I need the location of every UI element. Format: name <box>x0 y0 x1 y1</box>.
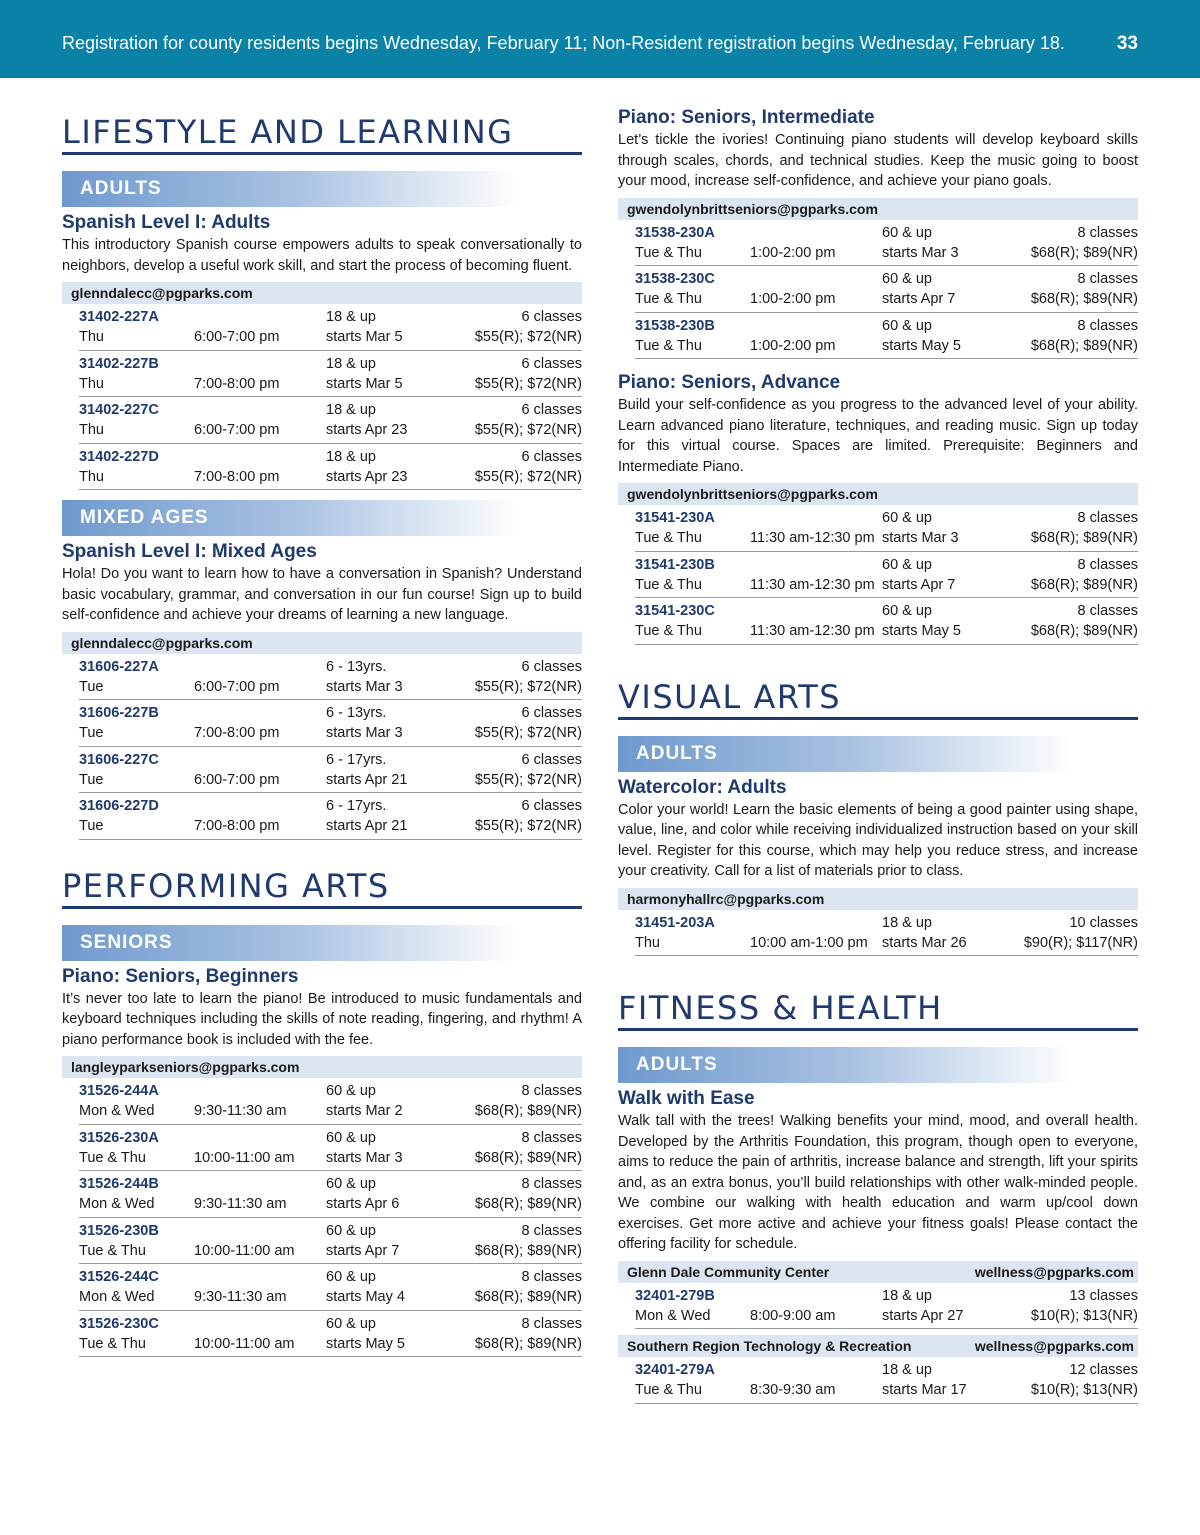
course-code[interactable]: 32401-279B <box>635 1287 715 1304</box>
meeting-days: Mon & Wed <box>79 1289 155 1305</box>
age-range: 60 & up <box>882 510 932 526</box>
meeting-days: Tue & Thu <box>635 1382 702 1398</box>
start-date: starts Mar 5 <box>326 329 403 345</box>
age-range: 60 & up <box>326 1222 376 1239</box>
start-date: starts May 5 <box>882 623 961 639</box>
meeting-days: Thu <box>79 375 104 392</box>
course-description: Let’s tickle the ivories! Continuing piano students will develop keyboard skills through scales, chords, and technical studies. Keep the music going to boost your mood, increase self-confidence, and achieve your piano goals. <box>618 132 1138 189</box>
meeting-days: Tue <box>79 771 104 788</box>
start-date: starts Mar 5 <box>326 375 403 392</box>
offering-row <box>79 1218 582 1265</box>
course-code[interactable]: 31526-244A <box>79 1083 159 1099</box>
class-count: 6 classes <box>521 658 582 675</box>
offering-row <box>635 313 1138 360</box>
start-date: starts Mar 3 <box>326 1149 403 1166</box>
age-range: 60 & up <box>882 224 932 241</box>
course-code[interactable]: 31526-230A <box>79 1129 159 1146</box>
contact-email[interactable]: glenndalecc@pgparks.com <box>71 634 253 651</box>
meeting-time: 1:00-2:00 pm <box>750 244 836 261</box>
meeting-time: 11:30 am-12:30 pm <box>750 623 875 639</box>
meeting-days: Tue & Thu <box>635 530 702 546</box>
course-code[interactable]: 31402-227B <box>79 355 159 372</box>
offering-list <box>618 1357 1138 1404</box>
meeting-time: 9:30-11:30 am <box>194 1103 287 1119</box>
fee: $68(R); $89(NR) <box>1030 530 1138 546</box>
fee: $10(R); $13(NR) <box>1030 1307 1138 1324</box>
meeting-days: Thu <box>635 934 660 951</box>
fee: $68(R); $89(NR) <box>474 1289 582 1305</box>
class-count: 6 classes <box>521 798 582 814</box>
contact-bar <box>618 198 1138 220</box>
meeting-days: Tue & Thu <box>635 291 702 307</box>
start-date: starts Mar 3 <box>326 725 403 741</box>
meeting-days: Tue & Thu <box>635 623 702 639</box>
class-count: 8 classes <box>1077 224 1138 241</box>
offering-row <box>79 351 582 398</box>
class-count: 6 classes <box>521 705 582 721</box>
course-code[interactable]: 31538-230B <box>635 317 715 334</box>
start-date: starts Mar 26 <box>882 934 967 951</box>
fee: $68(R); $89(NR) <box>1030 623 1138 639</box>
contact-email[interactable]: harmonyhallrc@pgparks.com <box>627 890 825 907</box>
course-code[interactable]: 31541-230B <box>635 556 715 573</box>
offering-row <box>79 397 582 444</box>
offering-row <box>79 747 582 794</box>
class-count: 8 classes <box>1077 556 1138 573</box>
course-code[interactable]: 31526-230B <box>79 1222 159 1239</box>
section-title-lifestyle: LIFESTYLE AND LEARNING <box>62 108 582 155</box>
fee: $68(R); $89(NR) <box>1030 244 1138 261</box>
offering-row <box>79 1125 582 1172</box>
course-code[interactable]: 31541-230A <box>635 510 715 526</box>
course-description: It’s never too late to learn the piano! Be introduced to music fundamentals and keyboard techniques including the skills of note reading, fingering, and rhythm! A piano performance book is included with the fee. <box>62 990 582 1048</box>
fee: $68(R); $89(NR) <box>1030 576 1138 593</box>
class-count: 6 classes <box>521 448 582 465</box>
class-count: 8 classes <box>1077 603 1138 619</box>
fee: $10(R); $13(NR) <box>1030 1382 1138 1398</box>
offering-row <box>79 1078 582 1125</box>
course-title: Piano: Seniors, Beginners <box>62 965 299 987</box>
meeting-time: 10:00 am-1:00 pm <box>750 934 868 951</box>
start-date: starts Mar 17 <box>882 1382 967 1398</box>
fee: $55(R); $72(NR) <box>474 329 582 345</box>
course-code[interactable]: 31606-227C <box>79 751 159 768</box>
contact-email[interactable]: gwendolynbrittseniors@pgparks.com <box>627 486 878 502</box>
start-date: starts Apr 27 <box>882 1307 964 1324</box>
fee: $55(R); $72(NR) <box>474 725 582 741</box>
offering-row <box>79 1264 582 1311</box>
age-range: 60 & up <box>882 271 932 287</box>
meeting-time: 10:00-11:00 am <box>194 1242 295 1259</box>
start-date: starts Mar 3 <box>882 530 959 546</box>
section-title-fitness: FITNESS & HEALTH <box>618 984 1138 1031</box>
course-code[interactable]: 31402-227D <box>79 448 159 465</box>
course-title: Piano: Seniors, Advance <box>618 372 841 393</box>
age-range: 18 & up <box>326 448 376 465</box>
section-title-performing: PERFORMING ARTS <box>62 862 582 909</box>
age-range: 6 - 17yrs. <box>326 798 387 814</box>
fee: $68(R); $89(NR) <box>474 1242 582 1259</box>
page-number: 33 <box>1116 33 1138 54</box>
contact-email[interactable]: wellness@pgparks.com <box>974 1338 1134 1354</box>
meeting-time: 6:00-7:00 pm <box>194 771 280 788</box>
offering-row <box>79 444 582 491</box>
course-code[interactable]: 31538-230A <box>635 224 715 241</box>
offering-row <box>635 1357 1138 1404</box>
course-title: Watercolor: Adults <box>618 776 787 798</box>
fee: $55(R); $72(NR) <box>474 375 582 392</box>
offering-row <box>79 793 582 840</box>
meeting-days: Thu <box>79 329 104 345</box>
facility-name: Southern Region Technology & Recreation <box>627 1338 912 1354</box>
start-date: starts Apr 23 <box>326 422 408 438</box>
class-count: 6 classes <box>521 355 582 372</box>
offering-row <box>79 700 582 747</box>
offering-list <box>62 304 582 490</box>
meeting-time: 11:30 am-12:30 pm <box>750 530 875 546</box>
contact-bar <box>618 483 1138 505</box>
section-title-visual: VISUAL ARTS <box>618 673 1138 720</box>
start-date: starts Apr 7 <box>326 1242 400 1259</box>
meeting-time: 6:00-7:00 pm <box>194 678 280 695</box>
meeting-days: Thu <box>79 468 104 485</box>
meeting-days: Mon & Wed <box>79 1103 155 1119</box>
course-code[interactable]: 31526-230C <box>79 1315 159 1332</box>
start-date: starts Apr 21 <box>326 818 408 834</box>
meeting-days: Tue & Thu <box>79 1149 146 1166</box>
fee: $90(R); $117(NR) <box>1023 934 1138 951</box>
contact-email[interactable]: wellness@pgparks.com <box>974 1263 1134 1280</box>
age-range: 18 & up <box>882 1362 932 1378</box>
meeting-time: 1:00-2:00 pm <box>750 291 836 307</box>
offering-row <box>635 220 1138 267</box>
offering-row <box>79 304 582 351</box>
start-date: starts Mar 3 <box>326 678 403 695</box>
offering-row <box>635 910 1138 957</box>
meeting-days: Tue <box>79 818 104 834</box>
offering-row <box>79 654 582 701</box>
meeting-days: Tue & Thu <box>79 1242 146 1259</box>
header-bar <box>0 0 1200 78</box>
start-date: starts Apr 7 <box>882 576 956 593</box>
age-range: 60 & up <box>882 317 932 334</box>
offering-row <box>79 1171 582 1218</box>
contact-email[interactable]: langleyparkseniors@pgparks.com <box>71 1059 300 1075</box>
facility-bar <box>618 1335 1138 1357</box>
meeting-days: Tue <box>79 725 104 741</box>
age-range: 60 & up <box>882 603 932 619</box>
meeting-time: 11:30 am-12:30 pm <box>750 576 875 593</box>
start-date: starts Apr 21 <box>326 771 408 788</box>
fee: $68(R); $89(NR) <box>474 1196 582 1212</box>
course-description: Build your self-confidence as you progress to the advanced level of your ability. Learn advanced piano literature, techniques, and reading music. Sign up today for this virtual course. Spaces are limited. Prerequisite: Beginners and Intermediate Piano. <box>618 397 1138 475</box>
course-code[interactable]: 31538-230C <box>635 271 715 287</box>
contact-email[interactable]: glenndalecc@pgparks.com <box>71 285 253 301</box>
meeting-time: 9:30-11:30 am <box>194 1196 287 1212</box>
start-date: starts Apr 7 <box>882 291 956 307</box>
class-count: 8 classes <box>521 1083 582 1099</box>
class-count: 6 classes <box>521 402 582 418</box>
band-adults: ADULTS <box>618 736 1138 772</box>
age-range: 60 & up <box>326 1083 376 1099</box>
registration-note: Registration for county residents begins Wednesday, February 11; Non-Resident registration begins Wednesday, February 18. <box>62 33 1065 53</box>
meeting-days: Tue & Thu <box>79 1335 146 1352</box>
class-count: 8 classes <box>521 1222 582 1239</box>
class-count: 6 classes <box>521 309 582 325</box>
class-count: 6 classes <box>521 751 582 768</box>
meeting-days: Thu <box>79 422 104 438</box>
contact-bar <box>618 888 1138 910</box>
fee: $55(R); $72(NR) <box>474 818 582 834</box>
offering-row <box>635 552 1138 599</box>
age-range: 6 - 13yrs. <box>326 658 387 675</box>
age-range: 60 & up <box>326 1129 376 1146</box>
start-date: starts May 4 <box>326 1289 405 1305</box>
class-count: 8 classes <box>1077 317 1138 334</box>
course-title: Walk with Ease <box>618 1088 755 1109</box>
offering-list <box>618 910 1138 957</box>
facility-bar <box>618 1261 1138 1283</box>
offering-list <box>618 505 1138 645</box>
meeting-time: 7:00-8:00 pm <box>194 468 280 485</box>
meeting-time: 7:00-8:00 pm <box>194 818 280 834</box>
start-date: starts Mar 2 <box>326 1103 403 1119</box>
offering-row <box>635 598 1138 645</box>
age-range: 60 & up <box>882 556 932 573</box>
course-code[interactable]: 31606-227A <box>79 658 159 675</box>
class-count: 13 classes <box>1069 1287 1138 1304</box>
course-code[interactable]: 31526-244B <box>79 1176 159 1192</box>
fee: $55(R); $72(NR) <box>474 422 582 438</box>
course-title: Spanish Level I: Mixed Ages <box>62 541 317 562</box>
course-description: Hola! Do you want to learn how to have a conversation in Spanish? Understand basic vocabulary, grammar, and conversation in our fun course! Sign up to build self-confidence and achieve your dreams of learning a new language. <box>62 566 582 623</box>
course-description: Color your world! Learn the basic elements of being a good painter using shape, value, line, and color while receiving individualized instruction based on your skill level. Register for this course, which may help you reduce stress, and increase your creativity. Call for a list of materials prior to class. <box>618 801 1138 879</box>
meeting-time: 6:00-7:00 pm <box>194 329 280 345</box>
class-count: 8 classes <box>521 1176 582 1192</box>
age-range: 18 & up <box>882 914 932 931</box>
fee: $55(R); $72(NR) <box>474 678 582 695</box>
meeting-days: Tue & Thu <box>635 244 702 261</box>
course-description: Walk tall with the trees! Walking benefits your mind, mood, and overall health. Developed by the Arthritis Foundation, this program, though open to everyone, aims to reduce the pain of arthritis, increase balance and strength, lift your spirits and, as an extra bonus, you’ll build relationships with other walk-minded people. We combine our walking with health education and warm up/cool down exercises. Get more active and achieve your fitness goals! Please contact the offering facility for schedule. <box>618 1113 1138 1252</box>
meeting-time: 10:00-11:00 am <box>194 1149 295 1166</box>
offering-row <box>635 505 1138 552</box>
class-count: 8 classes <box>521 1269 582 1285</box>
meeting-time: 7:00-8:00 pm <box>194 725 280 741</box>
facility-name: Glenn Dale Community Center <box>627 1263 830 1280</box>
offering-row <box>635 266 1138 313</box>
age-range: 60 & up <box>326 1269 376 1285</box>
course-code[interactable]: 31541-230C <box>635 603 715 619</box>
course-code[interactable]: 31526-244C <box>79 1269 159 1285</box>
meeting-days: Tue <box>79 678 104 695</box>
start-date: starts May 5 <box>326 1335 405 1352</box>
band-seniors: SENIORS <box>62 925 582 961</box>
start-date: starts Apr 6 <box>326 1196 400 1212</box>
contact-email[interactable]: gwendolynbrittseniors@pgparks.com <box>627 200 878 217</box>
contact-bar <box>62 282 582 304</box>
fee: $55(R); $72(NR) <box>474 468 582 485</box>
band-adults: ADULTS <box>618 1047 1138 1083</box>
class-count: 8 classes <box>521 1315 582 1332</box>
course-code[interactable]: 31402-227C <box>79 402 159 418</box>
age-range: 18 & up <box>882 1287 932 1304</box>
meeting-time: 10:00-11:00 am <box>194 1335 295 1352</box>
age-range: 18 & up <box>326 355 376 372</box>
left-column <box>62 108 582 1357</box>
meeting-time: 8:30-9:30 am <box>750 1382 836 1398</box>
class-count: 10 classes <box>1069 914 1138 931</box>
fee: $68(R); $89(NR) <box>474 1335 582 1352</box>
age-range: 60 & up <box>326 1315 376 1332</box>
course-code[interactable]: 31451-203A <box>635 914 715 931</box>
meeting-days: Tue & Thu <box>635 337 702 354</box>
band-mixed-ages: MIXED AGES <box>62 500 582 536</box>
meeting-days: Tue & Thu <box>635 576 702 593</box>
start-date: starts Mar 3 <box>882 244 959 261</box>
start-date: starts May 5 <box>882 337 961 354</box>
course-code[interactable]: 31402-227A <box>79 309 159 325</box>
offering-list <box>62 1078 582 1357</box>
course-description: This introductory Spanish course empowers adults to speak conversationally to neighbors, develop a useful work skill, and start the process of becoming fluent. <box>62 237 582 274</box>
meeting-time: 1:00-2:00 pm <box>750 337 836 354</box>
fee: $68(R); $89(NR) <box>1030 291 1138 307</box>
age-range: 6 - 17yrs. <box>326 751 387 768</box>
course-code[interactable]: 31606-227D <box>79 798 159 814</box>
offering-row <box>635 1283 1138 1330</box>
offering-list <box>618 1283 1138 1330</box>
offering-list <box>62 654 582 840</box>
offering-list <box>618 220 1138 360</box>
age-range: 60 & up <box>326 1176 376 1192</box>
right-column <box>618 106 1138 1404</box>
meeting-time: 7:00-8:00 pm <box>194 375 280 392</box>
fee: $68(R); $89(NR) <box>474 1103 582 1119</box>
contact-bar <box>62 632 582 654</box>
course-code[interactable]: 31606-227B <box>79 705 159 721</box>
course-code[interactable]: 32401-279A <box>635 1362 715 1378</box>
meeting-days: Mon & Wed <box>79 1196 155 1212</box>
course-title: Spanish Level I: Adults <box>62 212 271 233</box>
start-date: starts Apr 23 <box>326 468 408 485</box>
fee: $55(R); $72(NR) <box>474 771 582 788</box>
meeting-days: Mon & Wed <box>635 1307 711 1324</box>
contact-bar <box>62 1056 582 1078</box>
course-title: Piano: Seniors, Intermediate <box>618 107 875 128</box>
class-count: 12 classes <box>1069 1362 1138 1378</box>
age-range: 6 - 13yrs. <box>326 705 387 721</box>
class-count: 8 classes <box>521 1129 582 1146</box>
meeting-time: 8:00-9:00 am <box>750 1307 836 1324</box>
meeting-time: 9:30-11:30 am <box>194 1289 287 1305</box>
age-range: 18 & up <box>326 402 376 418</box>
class-count: 8 classes <box>1077 510 1138 526</box>
band-adults: ADULTS <box>62 171 582 207</box>
fee: $68(R); $89(NR) <box>1030 337 1138 354</box>
meeting-time: 6:00-7:00 pm <box>194 422 280 438</box>
offering-row <box>79 1311 582 1358</box>
age-range: 18 & up <box>326 309 376 325</box>
fee: $68(R); $89(NR) <box>474 1149 582 1166</box>
class-count: 8 classes <box>1077 271 1138 287</box>
